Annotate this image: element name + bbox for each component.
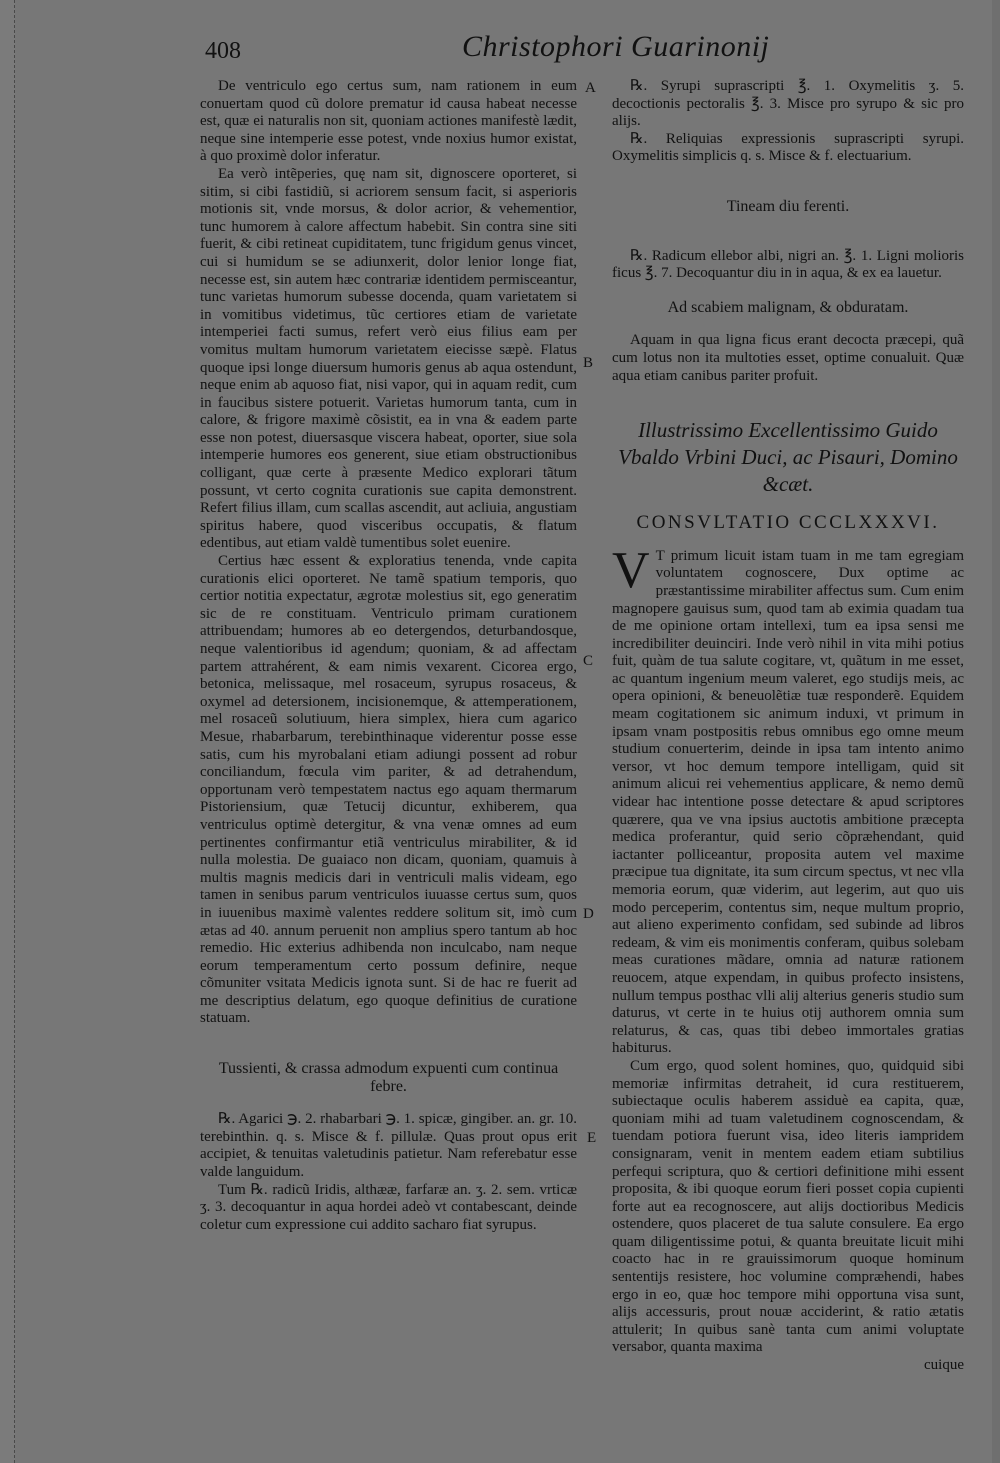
margin-letter-a: A <box>585 80 596 96</box>
section-heading-tineam: Tineam diu ferenti. <box>726 197 850 215</box>
recipe-syrupus: Tum ℞. radicũ Iridis, althææ, farfaræ an. ʒ. 2. sem. vrticæ ʒ. 3. decoquantur in aqua hordei adeò vt contabescant, deinde coletur cum expressione cui addito sacharo fiat syrupus. <box>200 1181 577 1233</box>
recipe-pillulae: ℞. Agarici ℈. 2. rhabarbari ℈. 1. spicæ, gingiber. an. gr. 10. terebinthin. q. s. Misce & f. pillulæ. Quas prout opus erit accipiet, & tenuitas valetudinis patietur. Nam referebatur esse valde languidum. <box>200 1111 577 1181</box>
page-number: 408 <box>205 38 241 64</box>
paragraph-cum-ergo: Cum ergo, quod solent homines, quo, quidquid sibi memoriæ infirmitas detraheit, id cura restituerem, subiectaque oculis haberem assiduè ea capita, quæ, quoniam mihi ad tuam valetudinem cognoscendam, & tuendam potiora fuerunt visa, ideo literis iampridem consignaram, venit in mentem eadem etiam subtilius perfequi scriptura, quo & certiori definitione mihi essent proposita, & ibi quoque eorum fieri posset copia cupienti forte aut ea recognoscere, aut alijs doctioribus Medicis ostendere, quos placeret de tua salute consulere. Ea ergo quam diligentissime potui, & quanta breuitate licuit mihi coacto hac in re grauissimorum quoque hominum sententijs resistere, hoc volumine compræhendi, habes ergo in eo, quæ hoc tempore mihi opportuna visa sunt, alijs accessuris, prout nouæ acciderint, & ratio ætatis attulerit; In quibus sanè tanta cum animi voluptate versabor, quanta maxima <box>612 1057 964 1356</box>
margin-letter-c: C <box>583 653 594 669</box>
page-right-edge <box>992 0 1000 1463</box>
dedication-heading: Illustrissimo Excellentissimo Guido Vbaldo Vrbini Duci, ac Pisauri, Domino &cæt. <box>618 418 958 497</box>
page-gutter-edge <box>0 0 15 1463</box>
running-title: Christophori Guarinonij <box>462 30 770 63</box>
paragraph-intemperies: Ea verò intẽperies, quę nam sit, dignoscere oporteret, si sitim, si cibi fastidiũ, si acriorem sensum facit, si asperioris motionis sit, vnde morsus, & dolor acrior, & vehementior, tunc humorem à calore affectum habebit. Sin contra sine siti fuerit, & cibi retineat cupiditatem, tunc frigidum genus vincet, cui si humidum se se adiunxerit, dolor lenior longe fiat, necesse est, sin autem hæc contrariæ identidem permisceantur, tunc varietas humorum subesse docenda, quam varietatem si in vomitibus videtimus, tũc certiores etiam de varietate intemperiei facti sumus, refert verò eius filius eam per vomitus multam humorum varietatem eiecisse sæpè. Flatus quoque ipsi longe diuersum humoris genus ab aqua ostendunt, neque enim ab aquoso fiat, nisi vapor, qui in aquam redit, cum in faucibus sistere potuerit. Varietas humorum tanta, cum in calore, & frigore maximè cõsistit, ea in vna & eadem parte esse non potest, diuersasque viscera habeat, oporter, siue sola intemperie humores eos generent, siue etiam obstructionibus colligant, quæ certe à præsente Medico explorari tãtum possunt, vt certo cognita curationis sue capita demonstrent. Refert filius illam, cum scallas ascendit, aut acliuia, angustiam spiritus habere, quod visceribus occupatis, & flatum edentibus, aut etiam valdè tumentibus solet euenire. <box>200 165 577 552</box>
paragraph-ventriculo: De ventriculo ego certus sum, nam rationem in eum conuertam quod cũ dolore prematur id causa habeat necesse est, quæ ei naturalis non sit, quoniam actiones manifestè lædit, neque sine intemperie esse potest, vnde noxius humor existat, à quo proximè dolor inferatur. <box>200 78 577 165</box>
recipe-ellebor: ℞. Radicum ellebor albi, nigri an. ℥. 1. Ligni molioris ficus ℥. 7. Decoquantur diu in in aqua, & ex ea lauetur. <box>612 247 964 282</box>
catchword: cuique <box>924 1357 964 1374</box>
paragraph-dedication-letter <box>612 541 964 1058</box>
letter-body: T primum licuit istam tuam in me tam egregiam voluntatem cognoscere, Dux optime ac præstantissime mirabiliter affectus sum. Cum enim magnopere gauisus sum, quod tam ab eximia quadam tua de me opinione ortam intellexi, tum ea ipsa sensi me incredibiliter deuinciri. Inde verò nihil in vita mihi potius fuit, quàm de tua salute cogitare, vt, quãtum in me esset, ac quantum ingenium meum valeret, ego studijs meis, ac opera opinioni, & beneuolẽtiæ tuæ responderẽ. Equidem meam cogitationem sic animum induxi, vt primum in ipsam vnam postpositis rebus omnibus ego omne meum studium conuerterim, deinde in ipsa tam intento animo versor, vt hoc demum tempore intelligam, quid sit animum alicui rei vehementius applicare, & nemo demũ videar hac intentione posse detectare & apud scriptores quærere, qua ve vna ipsius auctotis ambitione præcepta medica proferantur, quid serio cõpræhendant, quid iactanter polliceantur, proposita autem vel maxime præcipue tua dignitate, ita sum circum spectus, vt nec vlla memoria eorum, quæ viderim, aut legerim, aut quo uis modo perceperim, contentus sim, neque multum proprio, aut alieno experimento confidam, sed subinde ad libros redeam, & vim eis monimentis conferam, quibus solebam meas curationes mãdare, omnia ad naturæ rationem reuocem, atque expendam, in quibus profecto insistens, nullum tempus posthac vlli alij alterius generis studio sum daturus, vt certe in te huius otij authorem omnia sum relaturus, & cas, quas tibi debeo immortales gratias habiturus. <box>612 547 964 1057</box>
right-column <box>612 78 964 1375</box>
margin-letter-d: D <box>583 906 594 922</box>
drop-cap: V <box>612 541 650 599</box>
paragraph-aquam: Aquam in qua ligna ficus erant decocta præcepi, quã cum lotus non ita multoties esset, optime conualuit. Quæ aqua etiam canibus pariter profuit. <box>612 332 964 384</box>
section-heading-scabiem: Ad scabiem malignam, & obduratam. <box>667 298 909 316</box>
margin-letter-b: B <box>583 355 594 371</box>
left-column <box>200 78 577 1234</box>
margin-letter-e: E <box>587 1130 597 1146</box>
paragraph-curatio: Certius hæc essent & exploratius tenenda, vnde capita curationis elici oporteret. Ne tamẽ spatium temporis, quo certior notitia expectatur, ægrotæ molestius sit, ego generatim sic de re constituam. Ventriculo primam curationem attribuendam; humores ab eo detergendos, deturbandosque, neque valentioribus id agendum; quoniam, & ad affectam partem attrahérent, & eam nimis vexarent. Cicorea ergo, betonica, melissaque, mel rosaceum, syrupus rosaceus, & oxymel ad detersionem, incisionemque, & attemperationem, mel rosaceũ solutiuum, hiera simplex, hiera cum agarico Mesue, rhabarbarum, terebinthinaque viderentur posse esse satis, cum his myrobalani etiam adiungi possent ad robur conciliandum, fœcula vim pariter, & ad detrahendum, opportunam verò tempestatem nactus ego aquam thermarum Pistoriensium, quæ Tetucij dicuntur, exhiberem, qua ventriculus optimè detergitur, & vna venæ omnes ad eum pertinentes confirmantur etiã ventriculus mirabiliter, & id nulla molestia. De guaiaco non dicam, quoniam, quamuis à multis magnis medicis dari in ventriculi malis videam, ego tamen in senibus parum ventriculos iuuasse certus sum, quos in iuuenibus maximè valentes reddere solitum sit, imò cum ætas ad 40. annum peruenit non amplius spero tantum ab hoc remedio. Hic exterius adhibenda non inculcabo, nam neque eorum temperamentum certo possum definire, neque cõmuniter vsitata Medicis ignota sunt. Si de hac re fuerit ad me descriptius delatum, ego quoque definitius de curatione statuam. <box>200 553 577 1027</box>
recipe-syrupi: ℞. Syrupi suprascripti ℥. 1. Oxymelitis ʒ. 5. decoctionis pectoralis ℥. 3. Misce pro syrupo & sic pro alijs. <box>612 78 964 130</box>
recipe-electuarium: ℞. Reliquias expressionis suprascripti syrupi. Oxymelitis simplicis q. s. Misce & f. electuarium. <box>612 130 964 165</box>
section-heading-tussienti: Tussienti, & crassa admodum expuenti cum continua febre. <box>218 1060 559 1095</box>
consultatio-heading: CONSVLTATIO CCCLXXXVI. <box>636 512 940 534</box>
